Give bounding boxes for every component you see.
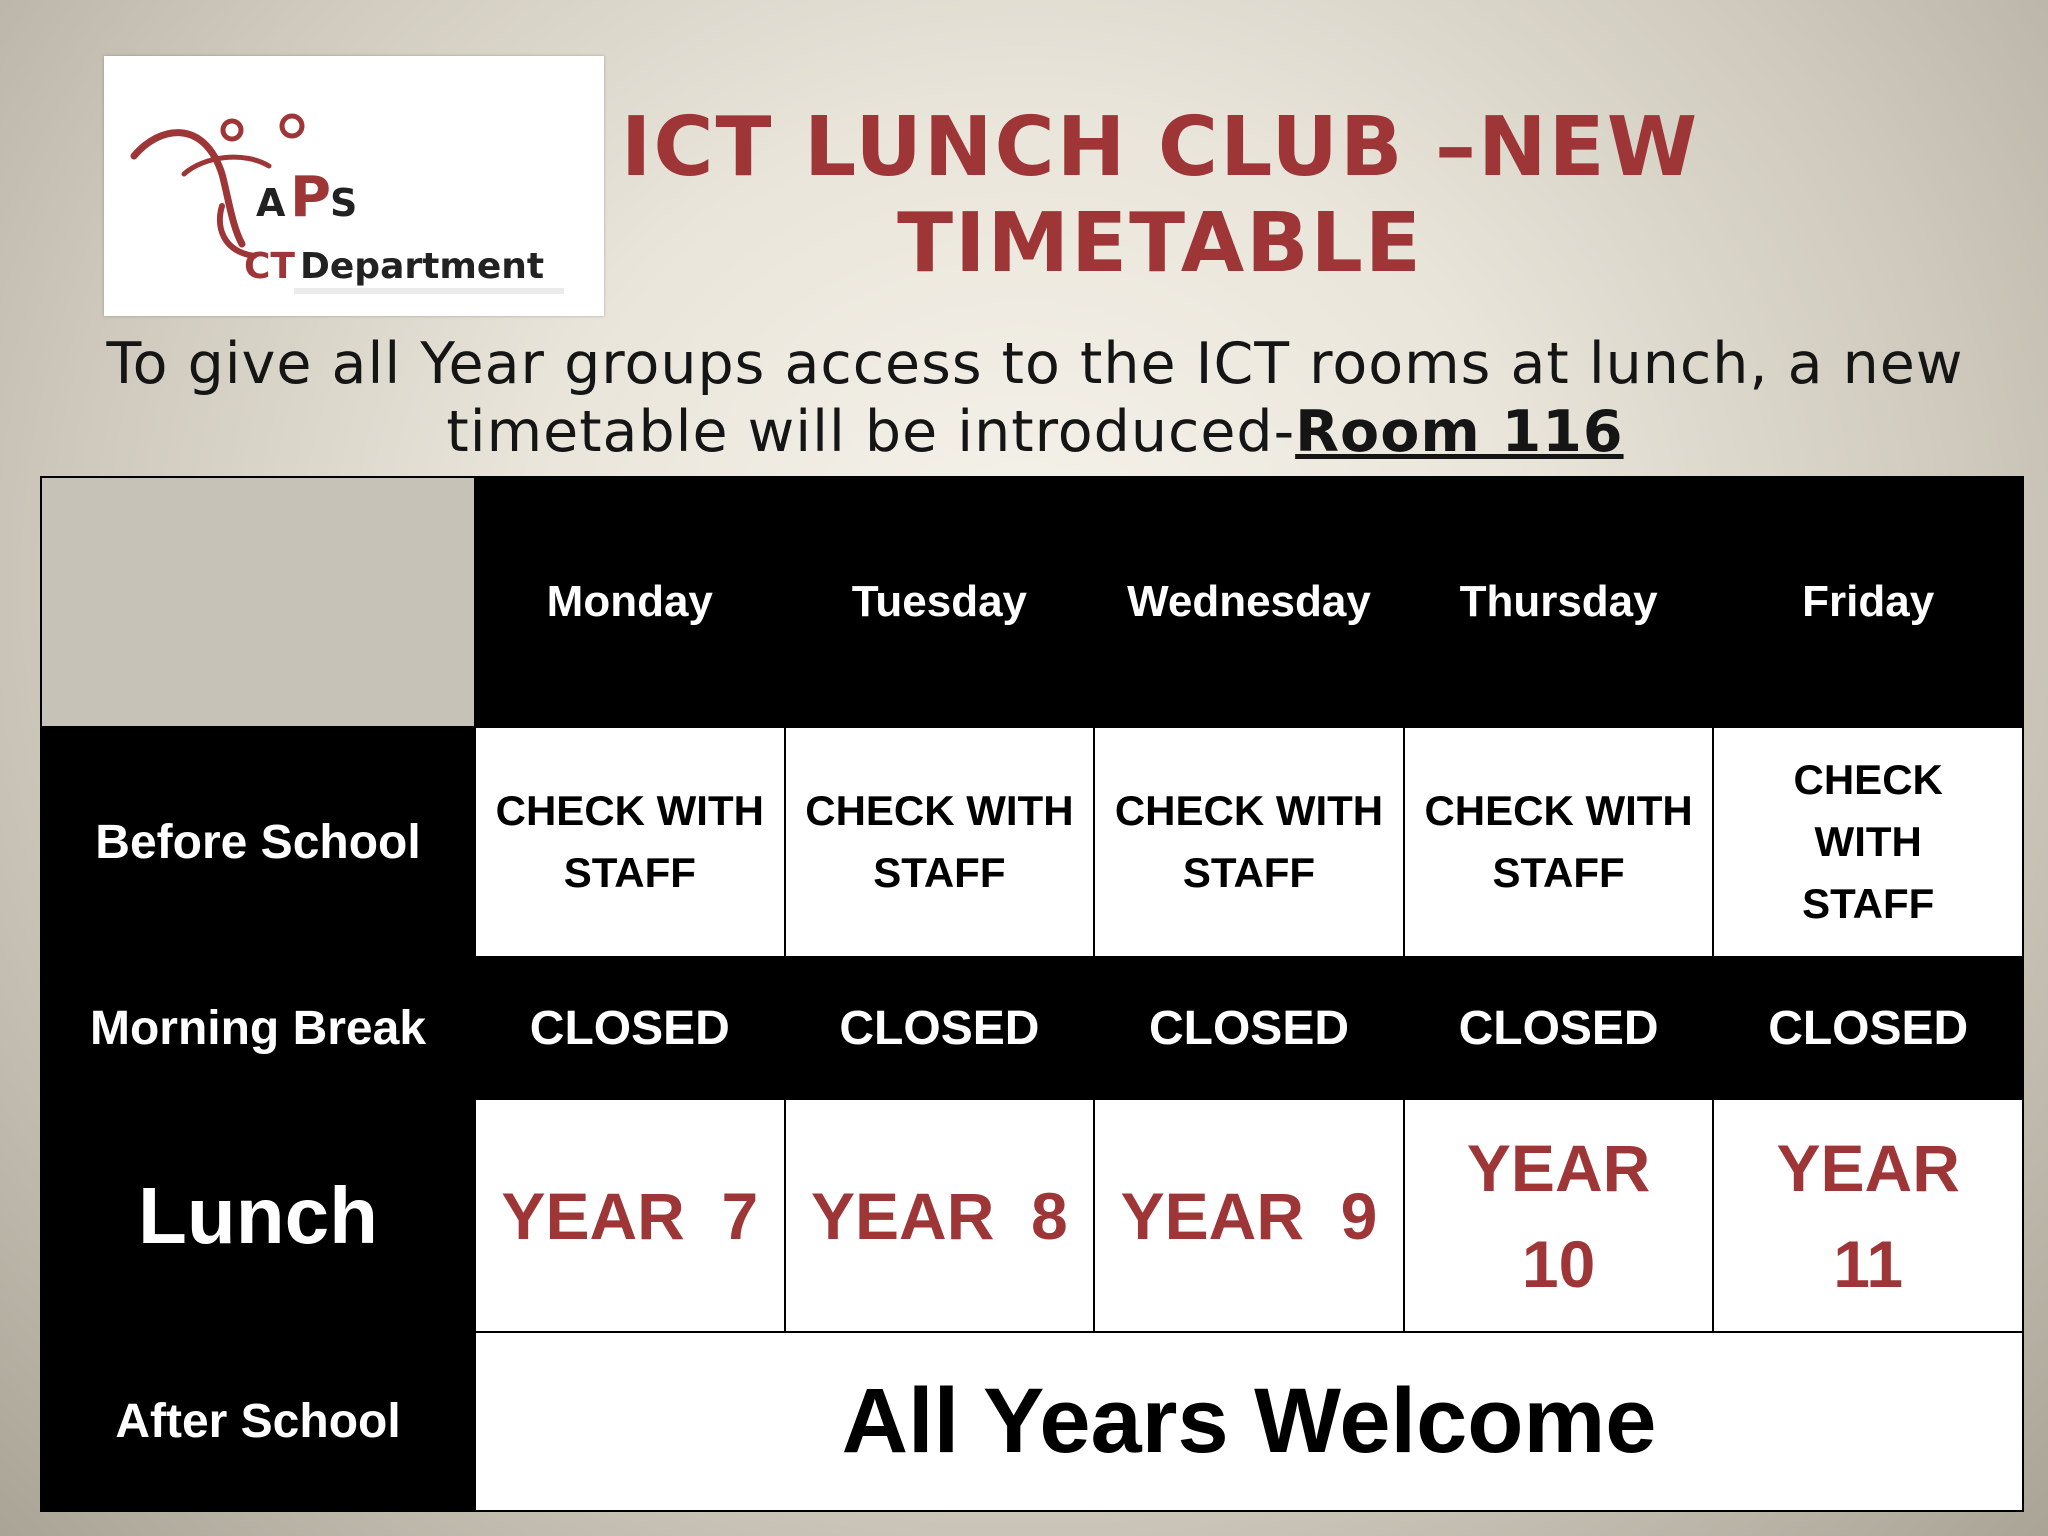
day-header-thursday: Thursday bbox=[1405, 478, 1713, 726]
morning-break-wednesday: CLOSED bbox=[1095, 958, 1403, 1098]
aps-ict-department-logo bbox=[104, 56, 604, 316]
morning-break-friday: CLOSED bbox=[1714, 958, 2022, 1098]
lunch-tuesday: YEAR 8 bbox=[786, 1100, 1094, 1331]
intro-text bbox=[90, 330, 1980, 466]
day-header-friday: Friday bbox=[1714, 478, 2022, 726]
after-school-all-years: All Years Welcome bbox=[476, 1333, 2022, 1510]
row-label-lunch: Lunch bbox=[42, 1100, 474, 1331]
row-label-morning-break: Morning Break bbox=[42, 958, 474, 1098]
svg-text:P: P bbox=[290, 165, 332, 230]
before-school-wednesday: CHECK WITH STAFF bbox=[1095, 728, 1403, 956]
intro-sentence: To give all Year groups access to the ICT rooms at lunch, a new timetable will be introduced- bbox=[106, 331, 1964, 465]
svg-text:S: S bbox=[330, 181, 358, 225]
morning-break-thursday: CLOSED bbox=[1405, 958, 1713, 1098]
before-school-thursday: CHECK WITH STAFF bbox=[1405, 728, 1713, 956]
svg-text:A: A bbox=[256, 181, 286, 225]
lunch-thursday: YEAR 10 bbox=[1405, 1100, 1713, 1331]
room-number: Room 116 bbox=[1295, 399, 1624, 465]
morning-break-tuesday: CLOSED bbox=[786, 958, 1094, 1098]
timetable-grid bbox=[40, 476, 2024, 1512]
morning-break-monday: CLOSED bbox=[476, 958, 784, 1098]
day-header-tuesday: Tuesday bbox=[786, 478, 1094, 726]
row-label-before-school: Before School bbox=[42, 728, 474, 956]
lunch-friday: YEAR 11 bbox=[1714, 1100, 2022, 1331]
before-school-monday: CHECK WITH STAFF bbox=[476, 728, 784, 956]
lunch-wednesday: YEAR 9 bbox=[1095, 1100, 1403, 1331]
page-title: ICT LUNCH CLUB –NEW TIMETABLE bbox=[620, 100, 1700, 291]
before-school-friday: CHECK WITH STAFF bbox=[1714, 728, 2022, 956]
lunch-monday: YEAR 7 bbox=[476, 1100, 784, 1331]
row-label-after-school: After School bbox=[42, 1333, 474, 1510]
corner-cell bbox=[42, 478, 474, 726]
day-header-wednesday: Wednesday bbox=[1095, 478, 1403, 726]
day-header-monday: Monday bbox=[476, 478, 784, 726]
svg-text:CT: CT bbox=[244, 246, 295, 287]
before-school-tuesday: CHECK WITH STAFF bbox=[786, 728, 1094, 956]
svg-text:Department: Department bbox=[300, 246, 545, 287]
